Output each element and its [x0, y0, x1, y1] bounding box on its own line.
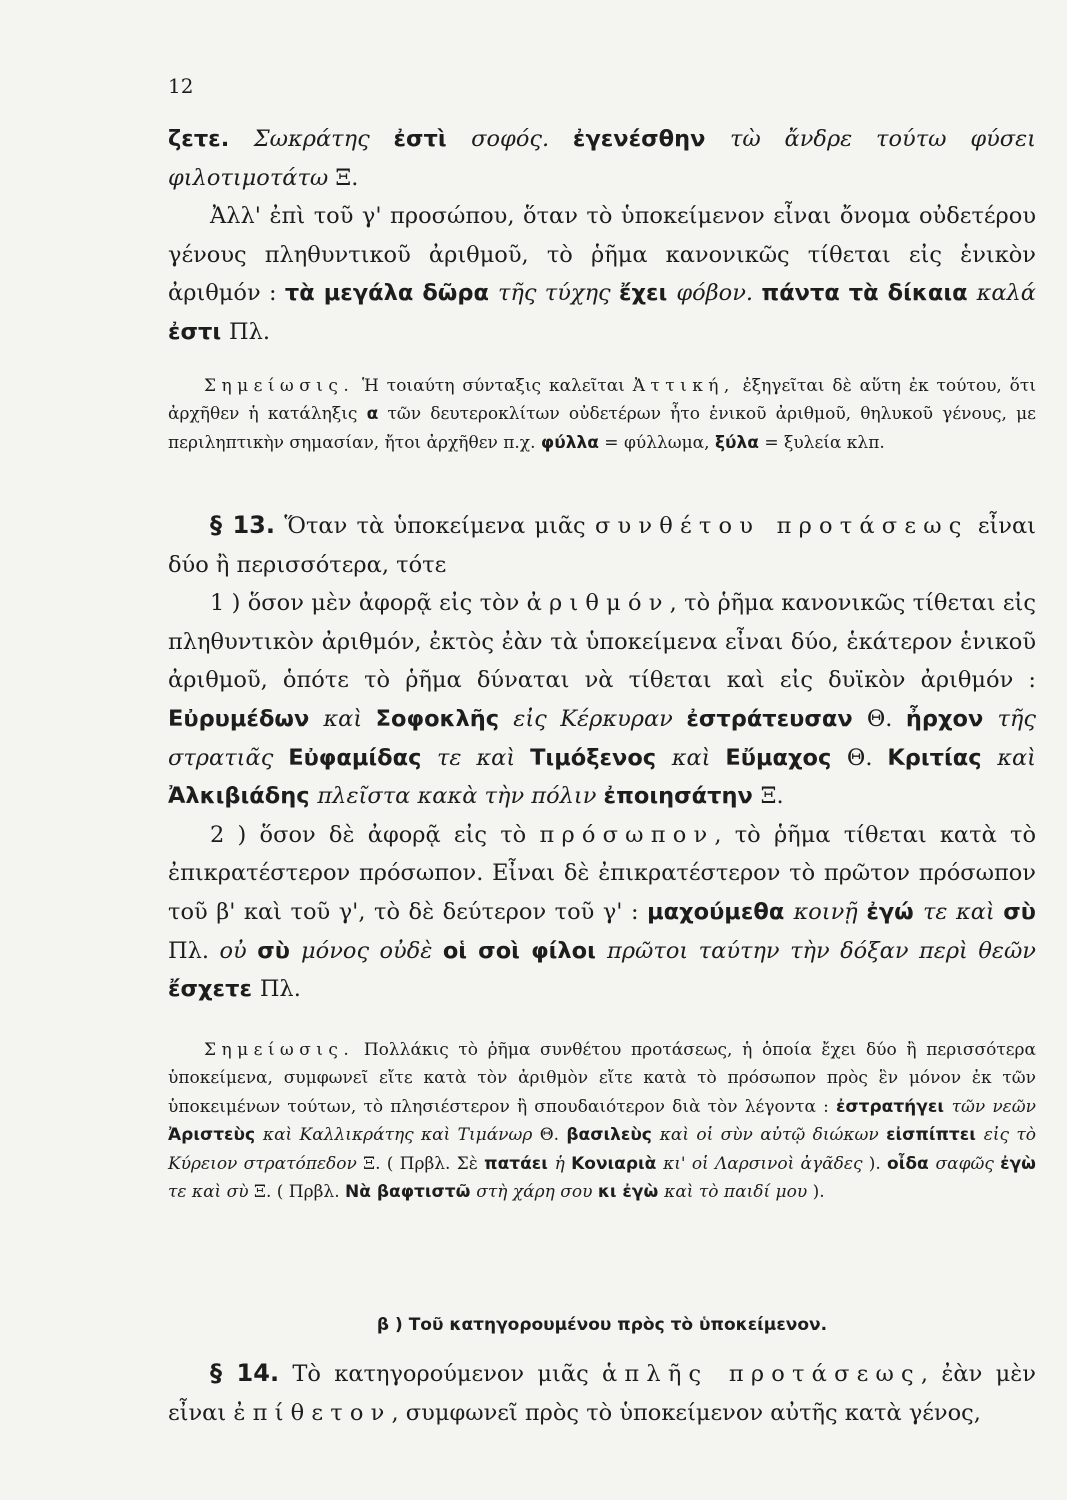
- note2-run: Πολλάκις τὸ ῥῆμα συνθέτου προτάσεως, ἡ ὁποία ἔχει δύο ἢ περισσότερα ὑποκείμενα, συμφωνεῖ εἴτε κατὰ τὸν ἀριθμὸν εἴτε κατὰ τὸ πρόσωπον πρὸς ἓν μόνον ἐκ τῶν ὑποκειμένων τούτων, τὸ πλησιέστερον ἢ σπουδαιότερον διὰ τὸν λέγοντα :: [168, 1040, 1036, 1117]
- note1-run: ἐξηγεῖται δὲ αὕτη ἐκ τούτου, ὅτι ἀρχῆθεν ἡ κατάληξις: [168, 376, 1036, 425]
- p1-run: τὼ ἄνδρε τούτω: [729, 126, 971, 152]
- s13_head-paragraph: [168, 506, 1036, 584]
- s13_1-run: Εὐφαμίδας: [288, 744, 437, 771]
- note1-run: Ἀττική,: [632, 376, 735, 396]
- p1-run: ἐστὶ: [393, 126, 472, 152]
- p1-paragraph: [168, 120, 1036, 197]
- subheading-text: β ) Τοῦ κατηγορουμένου πρὸς τὸ ὑποκείμενον.: [376, 1315, 828, 1335]
- note2-run: τῶν νεῶν: [951, 1096, 1036, 1117]
- s13_2-run: μόνος οὐδὲ: [301, 937, 443, 964]
- note2-run: τε καὶ σὺ: [168, 1182, 254, 1203]
- p2-run: ἐστι: [168, 318, 230, 345]
- s14-run: ἁπλῆς προτάσεως: [602, 1361, 921, 1387]
- note2-run: εἰς τὸ Κύρειον στρατόπεδον: [168, 1125, 1037, 1174]
- p2-run: Ἀλλ' ἐπὶ τοῦ γ' προσώπου, ὅταν τὸ ὑποκείμενον εἶναι ὄνομα οὐδετέρου γένους πληθυντικοῦ ἀριθμοῦ, τὸ ῥῆμα κανονικῶς τίθεται εἰς ἑνικὸν ἀριθμόν :: [168, 203, 1036, 307]
- note2-run: ἐγὼ: [1000, 1153, 1036, 1174]
- s13_1-run: ἐστράτευσαν: [686, 705, 867, 732]
- s14-paragraph: [168, 1354, 1036, 1432]
- note2-run: βασιλεὺς: [566, 1125, 660, 1146]
- p2-run: καλά: [976, 280, 1036, 307]
- s13_1-run: καὶ: [997, 744, 1036, 771]
- s13_1-run: , τὸ ῥῆμα κανονικῶς τίθεται εἰς πληθυντικὸν ἀριθμόν, ἐκτὸς ἐὰν τὰ ὑποκείμενα εἶναι δύο, ἑκάτερον ἑνικοῦ ἀριθμοῦ, ὁπότε τὸ ῥῆμα δύναται νὰ τίθεται καὶ εἰς δυϊκὸν ἀριθμόν :: [168, 590, 1036, 694]
- note2-run: σαφῶς: [935, 1153, 1001, 1174]
- s13_1-run: πλεῖστα κακὰ τὴν πόλιν: [317, 783, 604, 810]
- p2-run: Πλ.: [229, 318, 271, 345]
- paragraph-examples: [168, 120, 1036, 352]
- note-attic-syntax: [168, 372, 1036, 457]
- note2-run: Ξ. ( Πρβλ.: [253, 1182, 346, 1203]
- note2-run: πατάει: [484, 1153, 555, 1174]
- s13_head-run: § 13.: [210, 511, 275, 539]
- note2-run: κι ἐγὼ: [597, 1182, 665, 1203]
- s13_2-run: μαχούμεθα: [647, 898, 794, 925]
- s13_1-paragraph: [168, 584, 1036, 816]
- s13_1-run: Κριτίας: [887, 744, 998, 771]
- p1-run: ζετε.: [168, 126, 254, 152]
- s13_1-run: ἀριθμόν: [526, 590, 670, 617]
- note2-run: ).: [812, 1182, 825, 1203]
- p2-run: φόβον.: [676, 280, 762, 307]
- p1-run: Ξ.: [335, 164, 359, 191]
- s13_head-run: Ὅταν τὰ ὑποκείμενα μιᾶς: [275, 513, 595, 539]
- note2-run: Νὰ βαφτιστῶ: [345, 1182, 477, 1203]
- s13_head-run: εἶναι δύο ἢ περισσότερα, τότε: [168, 513, 1037, 578]
- note2-run: Ξ. ( Πρβλ. Σὲ: [363, 1153, 485, 1174]
- s14-run: Τὸ κατηγορούμενον μιᾶς: [279, 1361, 603, 1387]
- note1-run: τῶν δευτεροκλίτων οὐδετέρων ἦτο ἑνικοῦ ἀριθμοῦ, θηλυκοῦ γένους, με περιληπτικὴν σημασίαν, ἤτοι ἀρχῆθεν π.χ.: [168, 404, 1036, 453]
- s13_1-run: Θ.: [846, 744, 888, 771]
- s13_2-run: , τὸ ῥῆμα τίθεται κατὰ τὸ ἐπικρατέστερον πρόσωπον. Εἶναι δὲ ἐπικρατέστερον τὸ πρῶτον πρόσωπον τοῦ β' καὶ τοῦ γ', τὸ δὲ δεύτερον τοῦ γ' :: [168, 821, 1036, 925]
- s14-run: ἐπίθετον: [233, 1399, 392, 1426]
- p2-run: τῆς τύχης: [497, 280, 619, 307]
- note1-run: = φύλλωμα,: [598, 432, 715, 453]
- s13_1-run: Σοφοκλῆς: [375, 705, 514, 732]
- s13_1-run: Θ.: [866, 705, 906, 732]
- s13_2-run: σὺ: [257, 937, 302, 964]
- s13_1-run: ἦρχον: [905, 705, 998, 732]
- note1-run: Σημείωσις.: [204, 376, 355, 396]
- s13_head-run: συνθέτου προτάσεως: [594, 513, 969, 539]
- s13_1-run: τε καὶ: [436, 744, 531, 771]
- note1-run: Ἡ τοιαύτη σύνταξις καλεῖται: [354, 376, 633, 396]
- note2-run: στὴ χάρη σου: [476, 1182, 598, 1203]
- note2-run: οἶδα: [887, 1153, 936, 1174]
- note1-run: ξύλα: [714, 432, 759, 453]
- note1-run: α: [366, 404, 379, 425]
- s13_2-run: τε καὶ: [922, 898, 1004, 925]
- note2-run: καὶ τὸ παιδί μου: [664, 1182, 813, 1203]
- s13_2-run: πρόσωπον: [539, 821, 715, 848]
- s14-run: , συμφωνεῖ πρὸς τὸ ὑποκείμενον αὐτῆς κατὰ γένος,: [391, 1399, 981, 1426]
- p1-run: ἐγενέσθην: [572, 126, 730, 152]
- p2-run: ἔχει: [619, 280, 677, 307]
- note2-run: Κονιαριὰ: [571, 1153, 664, 1174]
- s13_1-run: εἰς Κέρκυραν: [513, 705, 687, 732]
- section-14: [168, 1354, 1036, 1432]
- p2-paragraph: [168, 197, 1036, 351]
- note2-run: καὶ Καλλικράτης καὶ Τιμάνωρ: [262, 1125, 540, 1146]
- p1-run: φύσει φιλοτιμοτάτω: [168, 126, 1036, 191]
- note2-run: εἰσπίπτει: [886, 1125, 984, 1146]
- note1-paragraph: [168, 372, 1036, 457]
- note2-run: ).: [868, 1153, 888, 1174]
- subheading: [168, 1313, 1036, 1335]
- s13_1-run: 1 ) ὅσον μὲν ἀφορᾷ εἰς τὸν: [210, 590, 527, 617]
- s13_1-run: Ἀλκιβιάδης: [168, 783, 318, 810]
- s13_1-run: Τιμόξενος: [530, 744, 672, 771]
- note2-run: Σημείωσις.: [204, 1040, 355, 1060]
- s13_1-run: Εὔμαχος: [725, 744, 847, 771]
- note2-run: ἡ: [554, 1153, 572, 1174]
- p1-run: σοφός.: [471, 126, 573, 152]
- note2-run: κι' οἱ Λαρσινοὶ ἀγᾶδες: [663, 1153, 869, 1174]
- p1-run: Σωκράτης: [253, 126, 394, 152]
- note-agreement: [168, 1036, 1036, 1206]
- s13_2-run: πρῶτοι ταύτην τὴν δόξαν περὶ θεῶν: [607, 937, 1036, 964]
- s13_2-run: οὐ: [219, 937, 258, 964]
- page-number: 12: [168, 74, 194, 98]
- note2-paragraph: [168, 1036, 1036, 1206]
- s13_1-run: τῆς στρατιᾶς: [168, 705, 1036, 771]
- p2-run: τὰ μεγάλα δῶρα: [284, 280, 498, 307]
- s14-run: , ἐὰν μὲν εἶναι: [168, 1361, 1036, 1426]
- section-13: [168, 506, 1036, 1009]
- s13_1-run: καὶ: [671, 744, 726, 771]
- s13_1-run: Εὐρυμέδων: [168, 705, 324, 732]
- s13_1-run: καὶ: [323, 705, 376, 732]
- s13_2-run: οἱ σοὶ φίλοι: [442, 937, 608, 964]
- s14-run: § 14.: [210, 1359, 280, 1387]
- s13_2-paragraph: [168, 816, 1036, 1009]
- s13_2-run: ἔσχετε: [168, 976, 260, 1003]
- s13_2-run: σὺ: [1003, 898, 1036, 925]
- s13_2-run: 2 ) ὅσον δὲ ἀφορᾷ εἰς τὸ: [210, 821, 540, 848]
- note2-run: Θ.: [539, 1125, 567, 1146]
- s13_2-run: Πλ.: [259, 976, 301, 1003]
- note2-run: Ἀριστεὺς: [168, 1125, 263, 1146]
- s13_2-run: ἐγώ: [866, 898, 923, 925]
- note1-run: φύλλα: [540, 432, 599, 453]
- p2-run: πάντα τὰ δίκαια: [761, 280, 977, 307]
- note2-run: ἐστρατήγει: [835, 1096, 952, 1117]
- note2-run: καὶ οἱ σὺν αὐτῷ διώκων: [659, 1125, 887, 1146]
- note1-run: = ξυλεία κλπ.: [758, 432, 885, 453]
- s13_1-run: ἐποιησάτην: [603, 783, 761, 810]
- s13_2-run: κοινῇ: [793, 898, 867, 925]
- s13_1-run: Ξ.: [760, 783, 784, 810]
- s13_2-run: Πλ.: [168, 937, 220, 964]
